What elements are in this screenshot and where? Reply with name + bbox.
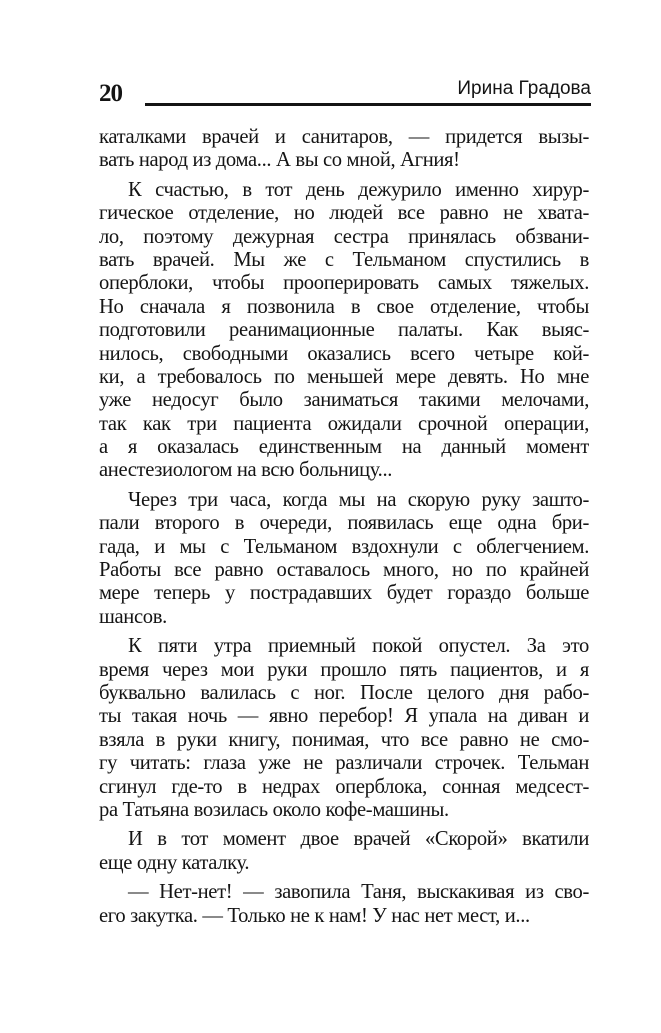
text-line: его закутка. — Только не к нам! У нас нет мест, и... [99, 904, 530, 927]
text-line: еще одну каталку. [99, 851, 250, 874]
text-line: Через три часа, когда мы на скорую руку зашто- [128, 488, 589, 511]
text-line: сгинул где-то в недрах оперблока, сонная медсест- [99, 775, 589, 798]
text-line: вать врачей. Мы же с Тельманом спустились в [99, 248, 589, 271]
text-line: пали второго в очереди, появилась еще одна бри- [99, 512, 589, 535]
text-line: гада, и мы с Тельманом вздохнули с облегчением. [99, 535, 589, 558]
text-line: И в тот момент двое врачей «Скорой» вкатили [128, 828, 589, 851]
paragraph [99, 126, 589, 173]
text-line: буквально валилась с ног. После целого дня рабо- [99, 681, 589, 704]
text-line: — Нет-нет! — завопила Таня, выскакивая из сво- [128, 881, 589, 904]
text-line: время через мои руки прошло пять пациентов, и я [99, 658, 589, 681]
text-line: анестезиологом на всю больницу... [99, 459, 393, 482]
text-line: так как три пациента ожидали срочной операции, [99, 412, 589, 435]
paragraph [99, 489, 589, 629]
text-line: каталками врачей и санитаров, — придется вызы- [99, 126, 589, 148]
text-line: ты такая ночь — явно перебор! Я упала на диван и [99, 705, 589, 728]
text-line: К счастью, в тот день дежурило именно хирур- [128, 178, 589, 201]
text-line: оперблоки, чтобы прооперировать самых тяжелых. [99, 272, 589, 295]
header-rule [145, 103, 591, 106]
paragraph [99, 635, 589, 822]
paragraph [99, 881, 589, 928]
text-line: гу читать: глаза уже не различали строчек. Тельман [99, 752, 589, 775]
text-line: уже недосуг было заниматься такими мелочами, [99, 389, 589, 412]
text-line: ки, а требовалось по меньшей мере девять. Но мне [99, 365, 589, 388]
text-line: гическое отделение, но людей все равно не хвата- [99, 202, 589, 225]
paragraph [99, 179, 589, 483]
running-head-author: Ирина Градова [457, 78, 591, 99]
text-line: Но сначала я позвонила в свое отделение, чтобы [99, 295, 589, 318]
text-line: нилось, свободными оказались всего четыре кой- [99, 342, 589, 365]
text-line: подготовили реанимационные палаты. Как выяс- [99, 319, 589, 342]
text-line: ра Татьяна возилась около кофе-машины. [99, 798, 449, 821]
text-line: К пяти утра приемный покой опустел. За это [128, 635, 589, 658]
paragraph [99, 828, 589, 875]
text-line: шансов. [99, 605, 167, 628]
text-line: взяла в руки книгу, понимая, что все равно не смо- [99, 728, 589, 751]
body-text [99, 126, 589, 928]
text-line: а я оказалась единственным на данный момент [99, 436, 589, 459]
text-line: вать народ из дома... А вы со мной, Агния! [99, 149, 460, 172]
text-line: ло, поэтому дежурная сестра принялась обзвани- [99, 225, 589, 248]
text-line: Работы все равно оставалось много, но по крайней [99, 559, 589, 582]
text-line: мере теперь у пострадавших будет гораздо больше [99, 582, 589, 605]
page-number: 20 [99, 80, 122, 107]
